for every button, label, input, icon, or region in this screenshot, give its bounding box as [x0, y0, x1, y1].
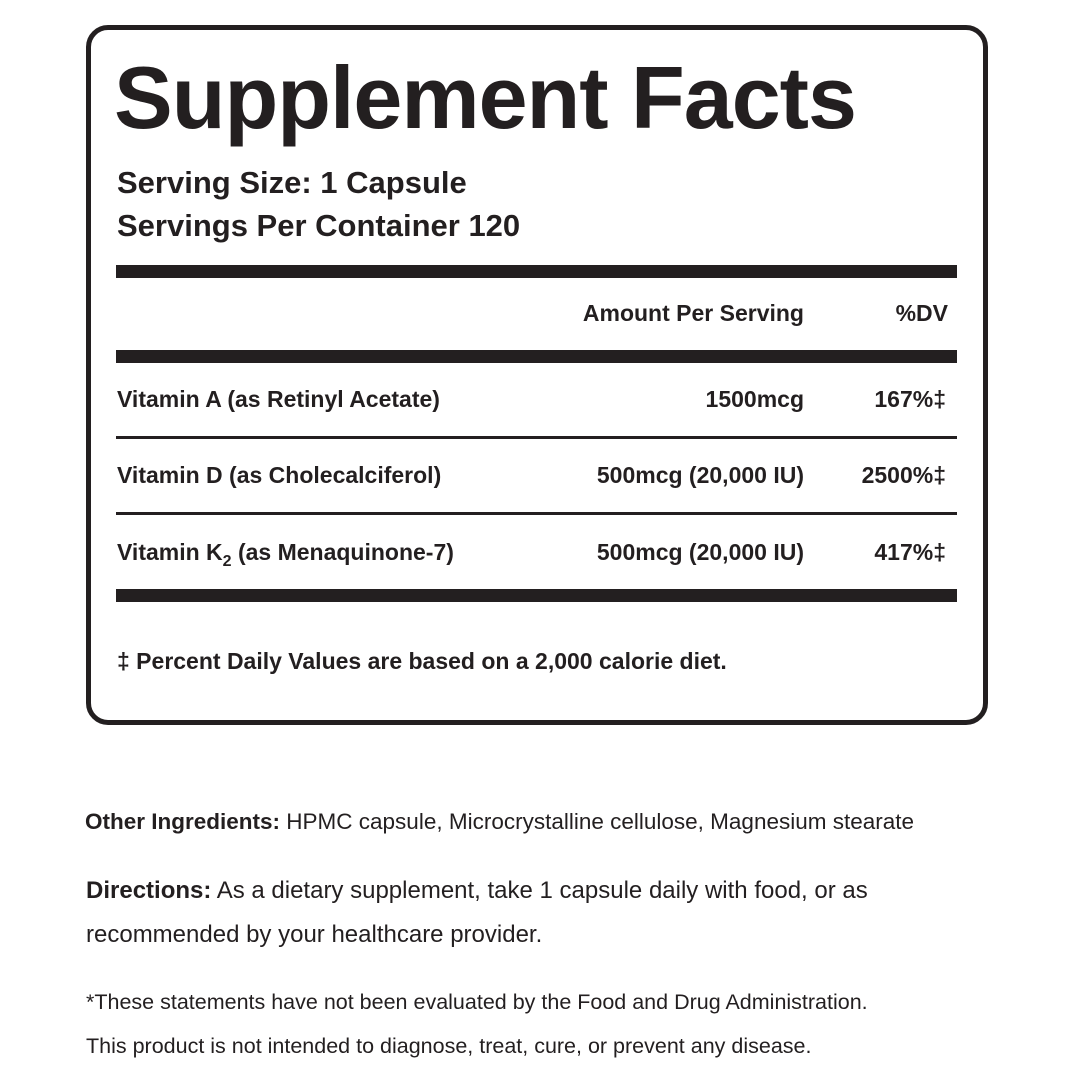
other-ingredients — [85, 800, 1015, 844]
thick-divider-header — [116, 350, 957, 363]
label-title: Supplement Facts — [114, 48, 856, 147]
nutrient-name — [117, 535, 454, 573]
other-ingredients-label: Other Ingredients: — [85, 809, 281, 834]
fda-disclaimer — [86, 980, 1016, 1068]
column-header-dv: %DV — [895, 300, 948, 326]
directions-label: Directions: — [86, 877, 212, 904]
nutrient-row — [0, 535, 1080, 569]
row-divider — [116, 512, 957, 515]
daily-value-footnote: ‡ Percent Daily Values are based on a 2,000 calorie diet. — [117, 648, 727, 674]
directions — [86, 869, 1016, 957]
directions-text: As a dietary supplement, take 1 capsule daily with food, or as recommended by your healthcare provider. — [86, 877, 868, 948]
nutrient-name-prefix: Vitamin K — [117, 539, 223, 565]
nutrient-dv: 417%‡ — [874, 539, 946, 565]
disclaimer-line-1: *These statements have not been evaluated by the Food and Drug Administration. — [86, 990, 868, 1014]
nutrient-dv: 167%‡ — [874, 386, 946, 412]
thick-divider-bottom — [116, 589, 957, 602]
nutrient-name: Vitamin D (as Cholecalciferol) — [117, 462, 442, 488]
nutrient-name: Vitamin A (as Retinyl Acetate) — [117, 386, 440, 412]
other-ingredients-text: HPMC capsule, Microcrystalline cellulose, Magnesium stearate — [280, 809, 915, 834]
nutrient-row — [0, 458, 1080, 492]
thick-divider-top — [116, 265, 957, 278]
disclaimer-line-2: This product is not intended to diagnose, treat, cure, or prevent any disease. — [86, 1034, 812, 1058]
row-divider — [116, 436, 957, 439]
nutrient-name-subscript: 2 — [222, 553, 232, 570]
serving-size: Serving Size: 1 Capsule — [117, 165, 467, 200]
nutrient-amount: 500mcg (20,000 IU) — [596, 462, 804, 488]
nutrient-dv: 2500%‡ — [861, 462, 946, 488]
column-header-amount: Amount Per Serving — [582, 300, 804, 326]
nutrient-amount: 500mcg (20,000 IU) — [596, 539, 804, 565]
nutrient-name-suffix: (as Menaquinone-7) — [231, 539, 454, 565]
servings-per-container: Servings Per Container 120 — [117, 208, 521, 243]
nutrient-amount: 1500mcg — [705, 386, 804, 412]
nutrient-row — [0, 382, 1080, 416]
